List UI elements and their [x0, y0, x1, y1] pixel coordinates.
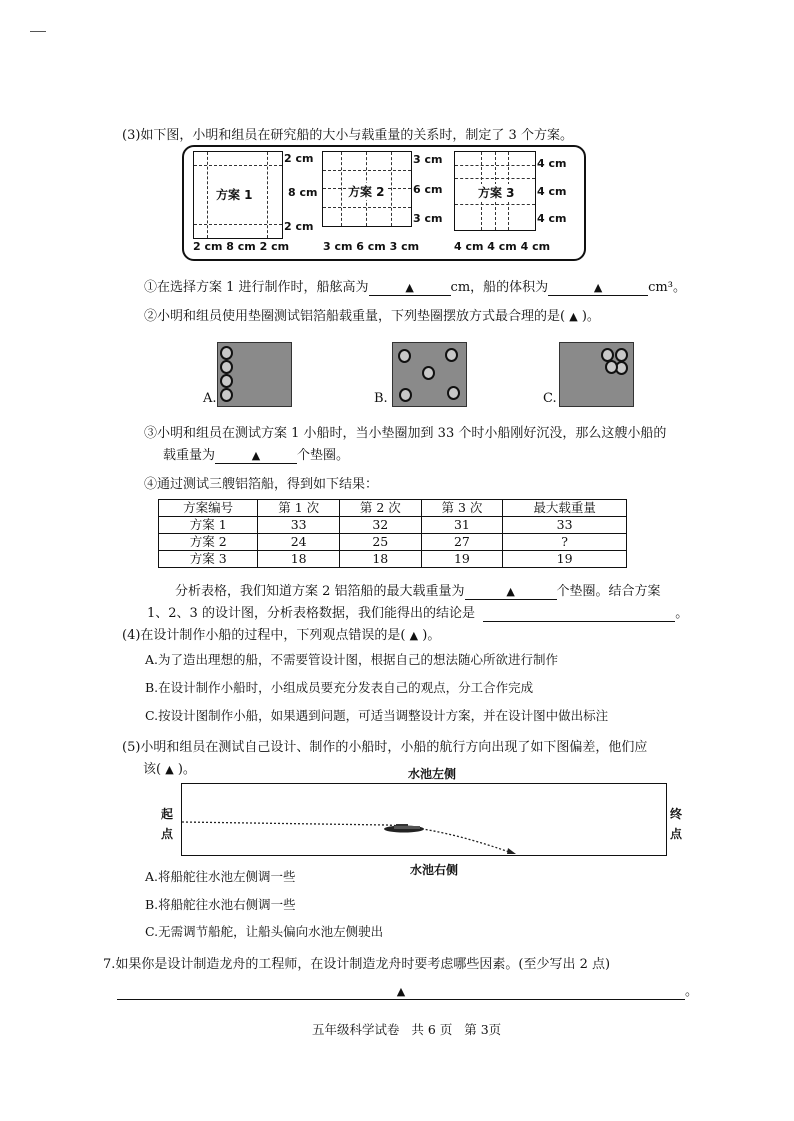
q7-answer-line[interactable]: ▲ 。 [117, 980, 698, 1000]
plan3-dim-bot: 4 cm [537, 212, 567, 225]
analysis-line1: 分析表格，我们知道方案 2 铝箔船的最大载重量为 ▲ 个垫圈。结合方案 [175, 584, 661, 599]
table-cell: 27 [421, 534, 503, 551]
plan2-dim-bottom: 3 cm 6 cm 3 cm [323, 240, 420, 253]
results-table [158, 499, 627, 568]
table-cell: 19 [421, 551, 503, 568]
corner-mark [30, 31, 46, 32]
pool-left-label: 水池左侧 [408, 767, 457, 781]
option-b-board[interactable] [392, 342, 467, 407]
pool-end-label-1: 终 [670, 807, 683, 821]
option-b-label: B. [374, 391, 388, 406]
analysis-line2: 1、2、3 的设计图，分析表格数据，我们能得出的结论是 。 [147, 606, 689, 621]
plan1-dim-mid: 8 cm [288, 186, 318, 199]
table-cell: 25 [340, 534, 422, 551]
table-cell: 18 [340, 551, 422, 568]
plan2-dim-mid: 6 cm [413, 183, 443, 196]
q5-option-b[interactable]: B.将船舵往水池右侧调一些 [145, 897, 296, 912]
option-c-label: C. [543, 391, 557, 406]
pool-right-label: 水池右侧 [410, 863, 459, 877]
q5-option-c[interactable]: C.无需调节船舵，让船头偏向水池左侧驶出 [145, 924, 384, 939]
q5-option-a[interactable]: A.将船舵往水池左侧调一些 [145, 869, 296, 884]
plan1-dim-top: 2 cm [284, 152, 314, 165]
analysis-blank-conclusion[interactable] [483, 607, 675, 622]
plan1-dim-bot: 2 cm [284, 220, 314, 233]
q3-3-line2: 载重量为 ▲ 个垫圈。 [163, 448, 350, 463]
pool-start-label-1: 起 [161, 807, 174, 821]
pool-diagram [181, 783, 667, 856]
q3-intro: (3)如下图，小明和组员在研究船的大小与载重量的关系时，制定了 3 个方案。 [122, 128, 573, 143]
table-header: 方案编号 [159, 500, 258, 517]
analysis-blank-max[interactable]: ▲ [465, 585, 557, 600]
q3-1-blank-volume[interactable]: ▲ [548, 281, 648, 296]
table-header: 第 3 次 [421, 500, 503, 517]
q3-1: ①在选择方案 1 进行制作时，船舷高为 ▲ cm，船的体积为 ▲ cm³。 [144, 280, 686, 295]
q3-4: ④通过测试三艘铝箔船，得到如下结果： [144, 477, 379, 492]
plan2-dim-bot: 3 cm [413, 212, 443, 225]
q3-3-line1: ③小明和组员在测试方案 1 小船时，当小垫圈加到 33 个时小船刚好沉没，那么这艘小船的 [144, 426, 667, 441]
q3-2: ②小明和组员使用垫圈测试铝箔船载重量，下列垫圈摆放方式最合理的是( ▲ )。 [144, 309, 600, 324]
table-cell: 方案 2 [159, 534, 258, 551]
pool-start-label-2: 点 [161, 827, 174, 841]
plan3-dim-bottom: 4 cm 4 cm 4 cm [454, 240, 551, 253]
table-cell: 31 [421, 517, 503, 534]
pool-path-svg [182, 784, 666, 855]
table-header: 第 2 次 [340, 500, 422, 517]
q7: 7.如果你是设计制造龙舟的工程师，在设计制造龙舟时要考虑哪些因素。(至少写出 2 点) [103, 957, 611, 972]
plan3-dim-mid: 4 cm [537, 185, 567, 198]
table-row [159, 551, 627, 568]
q3-1-blank-height[interactable]: ▲ [369, 281, 451, 296]
q3-3-blank[interactable]: ▲ [215, 449, 297, 464]
table-cell: ? [503, 534, 627, 551]
table-header-row [159, 500, 627, 517]
q5-line1: (5)小明和组员在测试自己设计、制作的小船时，小船的航行方向出现了如下图偏差，他们应 [122, 740, 648, 755]
q4: (4)在设计制作小船的过程中，下列观点错误的是( ▲ )。 [122, 628, 441, 643]
plan3-dim-top: 4 cm [537, 157, 567, 170]
table-cell: 32 [340, 517, 422, 534]
table-cell: 33 [503, 517, 627, 534]
table-header: 最大载重量 [503, 500, 627, 517]
table-cell: 33 [258, 517, 340, 534]
option-a-board[interactable] [217, 342, 292, 407]
q4-option-c[interactable]: C.按设计图制作小船，如果遇到问题，可适当调整设计方案，并在设计图中做出标注 [145, 708, 609, 723]
plan2-label: 方案 2 [348, 185, 385, 199]
pool-end-label-2: 点 [670, 827, 683, 841]
table-header: 第 1 次 [258, 500, 340, 517]
plan2-dim-top: 3 cm [413, 153, 443, 166]
option-c-board[interactable] [559, 342, 634, 407]
table-cell: 24 [258, 534, 340, 551]
page-footer: 五年级科学试卷 共 6 页 第 3页 [312, 1022, 502, 1037]
plan1-dim-bottom: 2 cm 8 cm 2 cm [193, 240, 290, 253]
table-cell: 方案 1 [159, 517, 258, 534]
option-a-label: A. [203, 391, 217, 406]
table-cell: 方案 3 [159, 551, 258, 568]
table-cell: 18 [258, 551, 340, 568]
q5-line2: 该( ▲ )。 [143, 762, 196, 777]
plan3-label: 方案 3 [478, 186, 515, 200]
q4-option-a[interactable]: A.为了造出理想的船，不需要管设计图，根据自己的想法随心所欲进行制作 [145, 652, 559, 667]
table-cell: 19 [503, 551, 627, 568]
q4-option-b[interactable]: B.在设计制作小船时，小组成员要充分发表自己的观点，分工合作完成 [145, 680, 534, 695]
table-row [159, 534, 627, 551]
plan1-label: 方案 1 [216, 188, 253, 202]
table-row [159, 517, 627, 534]
